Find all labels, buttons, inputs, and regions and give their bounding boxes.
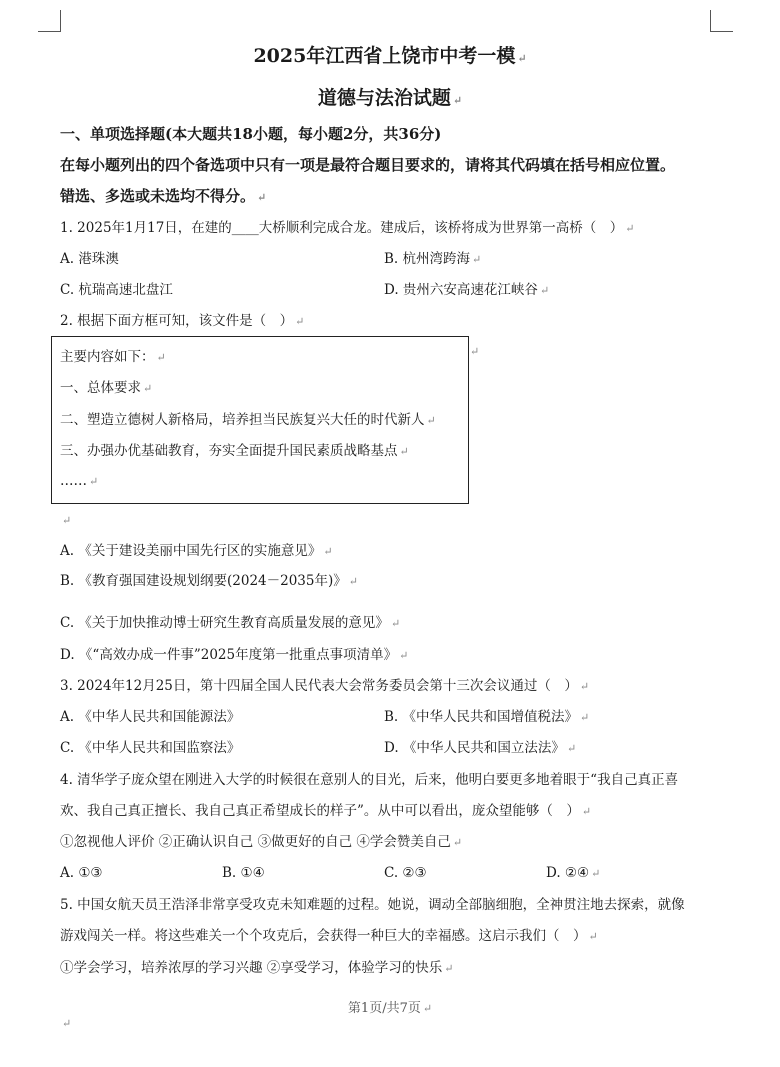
paragraph-mark: ↵	[62, 514, 72, 527]
section-heading: 一、单项选择题(本大题共18小题，每小题2分，共36分)	[60, 125, 442, 143]
q3-option-b: B. 《中华人民共和国增值税法》 ↵	[384, 709, 590, 725]
q2-box-line4: 三、办强办优基础教育，夯实全面提升国民素质战略基点 ↵	[60, 443, 409, 459]
q5-statements: ①学会学习，培养浓厚的学习兴趣 ②享受学习，体验学习的快乐 ↵	[60, 960, 454, 976]
q1-stem: 1. 2025年1月17日，在建的____大桥顺利完成合龙。建成后，该桥将成为世界第一高桥（ ） ↵	[60, 220, 635, 236]
q2-box-line2: 一、总体要求 ↵	[60, 380, 153, 396]
q3-option-a: A. 《中华人民共和国能源法》	[60, 709, 241, 725]
q2-stem: 2. 根据下面方框可知，该文件是（ ） ↵	[60, 313, 305, 329]
page-footer: 第1页/共7页 ↵	[347, 1001, 433, 1016]
q4-stem-line1: 4. 清华学子庞众望在刚进入大学的时候很在意别人的目光，后来，他明白要更多地着眼于“我自己真正喜	[60, 772, 679, 788]
crop-mark-top-left-vertical	[60, 10, 61, 32]
q4-option-a: A. ①③	[60, 865, 103, 881]
q2-box-line3: 二、塑造立德树人新格局，培养担当民族复兴大任的时代新人 ↵	[60, 412, 436, 428]
crop-mark-top-left-horizontal	[38, 31, 60, 32]
q4-option-d: D. ②④ ↵	[546, 865, 601, 881]
q2-box-line1: 主要内容如下： ↵	[60, 349, 166, 365]
q4-option-b: B. ①④	[222, 865, 265, 881]
q3-stem: 3. 2024年12月25日，第十四届全国人民代表大会常务委员会第十三次会议通过（ ） ↵	[60, 678, 590, 694]
q2-box-line5: …… ↵	[60, 473, 99, 489]
q1-option-d: D. 贵州六安高速花江峡谷 ↵	[384, 282, 550, 298]
section-instruction-line1: 在每小题列出的四个备选项中只有一项是最符合题目要求的，请将其代码填在括号相应位置。	[60, 156, 676, 174]
q3-option-d: D. 《中华人民共和国立法法》 ↵	[384, 740, 577, 756]
q3-option-c: C. 《中华人民共和国监察法》	[60, 740, 241, 756]
q4-option-c: C. ②③	[384, 865, 427, 881]
q2-option-c: C. 《关于加快推动博士研究生教育高质量发展的意见》 ↵	[60, 615, 401, 631]
q5-stem-line1: 5. 中国女航天员王浩泽非常享受攻克未知难题的过程。她说，调动全部脑细胞，全神贯注地去探索，就像	[60, 897, 685, 913]
q4-statements: ①忽视他人评价 ②正确认识自己 ③做更好的自己 ④学会赞美自己 ↵	[60, 834, 463, 850]
document-title: 2025年江西省上饶市中考一模 ↵	[253, 45, 527, 67]
q2-option-a: A. 《关于建设美丽中国先行区的实施意见》 ↵	[60, 543, 333, 559]
q4-stem-line2: 欢、我自己真正擅长、我自己真正希望成长的样子”。从中可以看出，庞众望能够（ ） ↵	[60, 803, 592, 819]
section-instruction-line2: 错选、多选或未选均不得分。 ↵	[60, 187, 267, 205]
paragraph-mark: ↵	[62, 1017, 72, 1030]
q2-option-d: D. 《“高效办成一件事”2025年度第一批重点事项清单》 ↵	[60, 647, 409, 663]
q1-option-a: A. 港珠澳	[60, 251, 119, 267]
document-subtitle: 道德与法治试题 ↵	[317, 87, 463, 109]
q1-option-c: C. 杭瑞高速北盘江	[60, 282, 173, 298]
q5-stem-line2: 游戏闯关一样。将这些难关一个个攻克后，会获得一种巨大的幸福感。这启示我们（ ） ↵	[60, 928, 598, 944]
q2-option-b: B. 《教育强国建设规划纲要(2024－2035年)》 ↵	[60, 573, 358, 589]
q1-option-b: B. 杭州湾跨海 ↵	[384, 251, 482, 267]
paragraph-mark: ↵	[470, 345, 480, 358]
crop-mark-top-right-vertical	[710, 10, 711, 32]
crop-mark-top-right-horizontal	[711, 31, 733, 32]
